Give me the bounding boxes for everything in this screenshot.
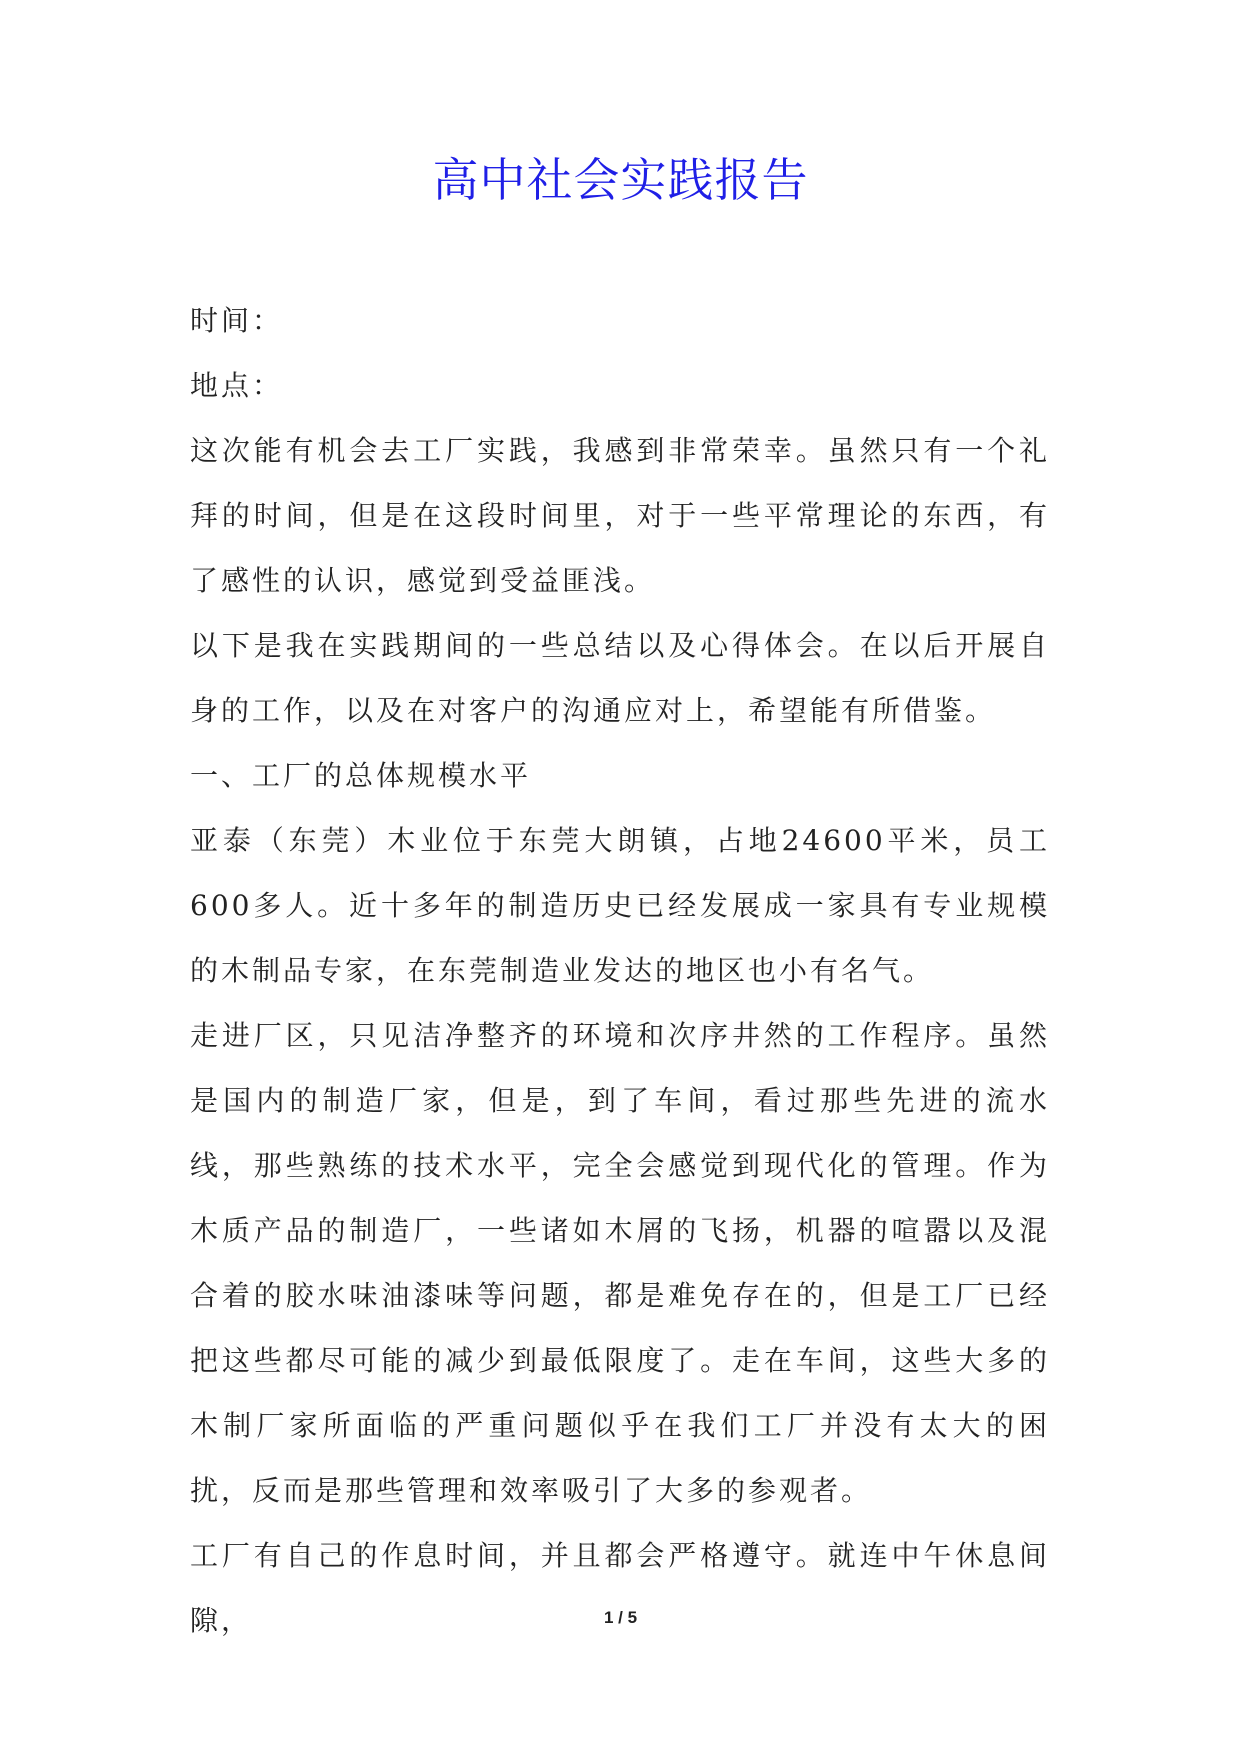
paragraph-company: 亚泰（东莞）木业位于东莞大朗镇，占地24600平米，员工600多人。近十多年的制造历史已经发展成一家具有专业规模的木制品专家，在东莞制造业发达的地区也小有名气。	[190, 824, 1050, 987]
document-title: 高中社会实践报告	[432, 153, 809, 207]
document-body	[190, 288, 1050, 1653]
paragraph-intro: 这次能有机会去工厂实践，我感到非常荣幸。虽然只有一个礼拜的时间，但是在这段时间里，对于一些平常理论的东西，有了感性的认识，感觉到受益匪浅。	[190, 434, 1050, 597]
paragraph-factory: 走进厂区，只见洁净整齐的环境和次序井然的工作程序。虽然是国内的制造厂家，但是，到了车间，看过那些先进的流水线，那些熟练的技术水平，完全会感觉到现代化的管理。作为木质产品的制造厂，一些诸如木屑的飞扬，机器的喧嚣以及混合着的胶水味油漆味等问题，都是难免存在的，但是工厂已经把这些都尽可能的减少到最低限度了。走在车间，这些大多的木制厂家所面临的严重问题似乎在我们工厂并没有太大的困扰，反而是那些管理和效率吸引了大多的参观者。	[190, 1019, 1050, 1507]
page-number: 1 / 5	[603, 1608, 638, 1627]
paragraph-summary: 以下是我在实践期间的一些总结以及心得体会。在以后开展自身的工作，以及在对客户的沟通应对上，希望能有所借鉴。	[190, 629, 1050, 727]
paragraph-schedule: 工厂有自己的作息时间，并且都会严格遵守。就连中午休息间隙，	[190, 1539, 1050, 1637]
paragraph-time: 时间：	[190, 304, 284, 337]
section-heading: 一、工厂的总体规模水平	[190, 759, 532, 792]
paragraph-location: 地点：	[190, 369, 284, 402]
